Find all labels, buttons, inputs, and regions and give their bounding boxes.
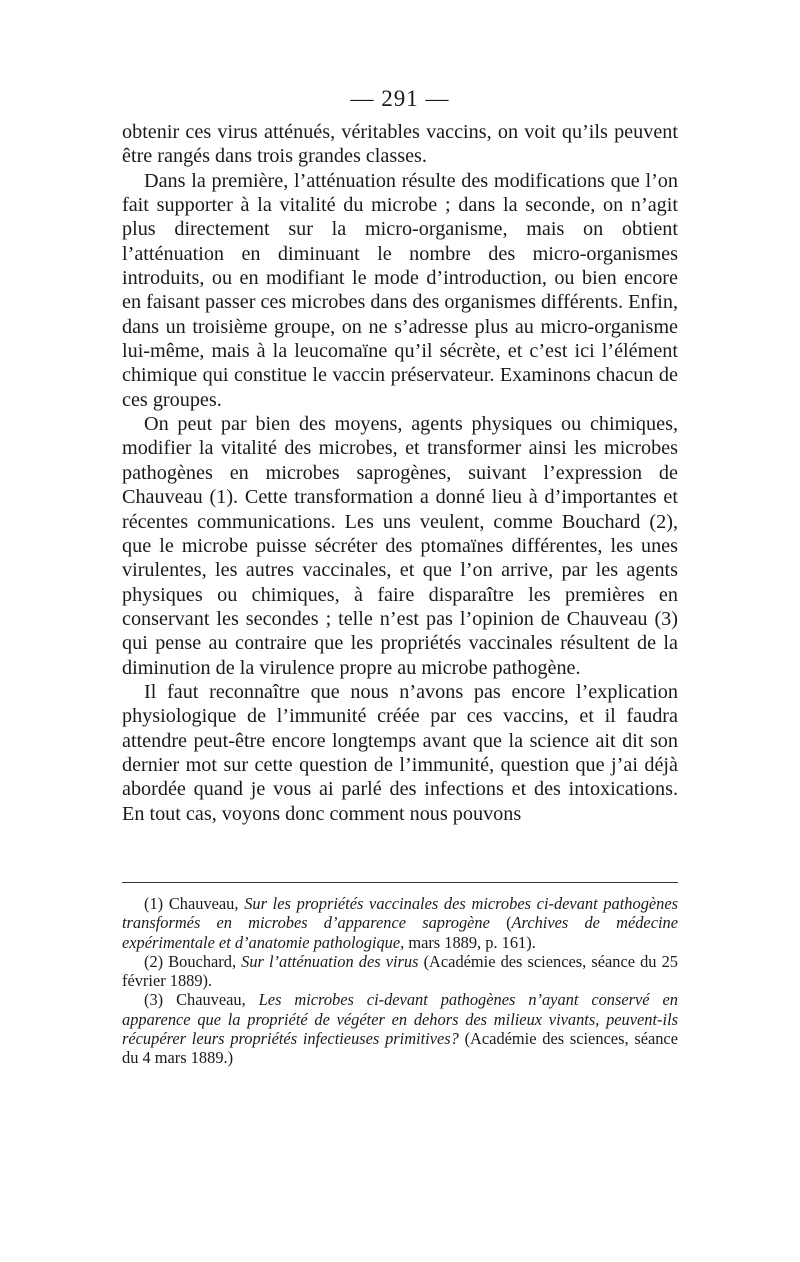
footnote-3 xyxy=(122,990,678,1067)
footnote-marker: (2) xyxy=(144,951,164,971)
footnote-title: Sur l’atténuation des virus xyxy=(241,951,419,971)
footnote-author: Chauveau, xyxy=(168,894,239,913)
footnote-2 xyxy=(122,952,678,991)
page-number: — 291 — xyxy=(350,86,450,111)
footnote-title: Les microbes ci-devant pathogènes n’ayant conservé en apparence que la propriété de végéter en dehors des milieux vivants, peuvent-ils récupérer leurs propriétés infectieuses primitives? xyxy=(122,990,678,1049)
paragraph-continuation: obtenir ces virus atténués, véritables vaccins, on voit qu’ils peuvent être rangés dans trois grandes classes. xyxy=(122,121,678,168)
footnote-title: Sur les propriétés vaccinales des microbes ci-devant pathogènes transformés en microbes d’apparence saprogène xyxy=(122,894,679,933)
paragraph-classes: Dans la première, l’atténuation résulte des modifications que l’on fait supporter à la vitalité du microbe ; dans la seconde, on n’agit plus directement sur la micro-organisme, mais on obtient l’atténuation en diminuant le nombre des micro-organismes introduits, ou en modifiant le mode d’introduction, ou bien encore en faisant passer ces microbes dans des organismes différents. Enfin, dans un troisième groupe, on ne s’adresse plus au micro-organisme lui-même, mais à la leucomaïne qu’il sécrète, et c’est ici l’élément chimique qui constitue le vaccin préservateur. Examinons chacun de ces groupes. xyxy=(122,169,678,411)
footnote-divider xyxy=(122,882,678,883)
footnote-rest: , mars 1889, p. 161). xyxy=(400,932,536,952)
footnote-author: Bouchard, xyxy=(168,951,237,971)
footnote-rest: (Académie des sciences, séance du 4 mars 1889.) xyxy=(122,1029,678,1068)
footnote-1 xyxy=(122,894,678,952)
footnotes xyxy=(122,894,678,1068)
footnote-source-open: ( xyxy=(506,913,512,933)
paragraph-vitality: On peut par bien des moyens, agents physiques ou chimiques, modifier la vitalité des microbes, et transformer ainsi les microbes pathogènes en microbes saprogènes, suivant l’expression de Chauveau (1). Cette transformation a donné lieu à d’importantes et récentes communications. Les uns veulent, comme Bouchard (2), que le microbe puisse sécréter des ptomaïnes différentes, les unes virulentes, les autres vaccinales, et que l’on arrive, par les agents physiques ou chimiques, à faire disparaître les premières en conservant les secondes ; telle n’est pas l’opinion de Chauveau (3) qui pense au contraire que les propriétés vaccinales résultent de la diminution de la virulence propre au microbe pathogène. xyxy=(122,413,678,679)
paragraph-immunity: Il faut reconnaître que nous n’avons pas encore l’explication physiologique de l’immunité créée par ces vaccins, et il faudra attendre peut-être encore longtemps avant que la science ait dit son dernier mot sur cette question de l’immunité, question que j’ai déjà abordée quand je vous ai parlé des infections et des intoxications. En tout cas, voyons donc comment nous pouvons xyxy=(122,680,678,825)
footnote-source-title: Archives de médecine expérimentale et d’anatomie pathologique xyxy=(122,913,678,952)
footnote-marker: (1) xyxy=(144,894,164,913)
footnote-marker: (3) xyxy=(144,990,164,1010)
footnote-rest: (Académie des sciences, séance du 25 février 1889). xyxy=(122,951,678,991)
footnote-author: Chauveau, xyxy=(176,990,246,1010)
body-text xyxy=(122,120,678,826)
